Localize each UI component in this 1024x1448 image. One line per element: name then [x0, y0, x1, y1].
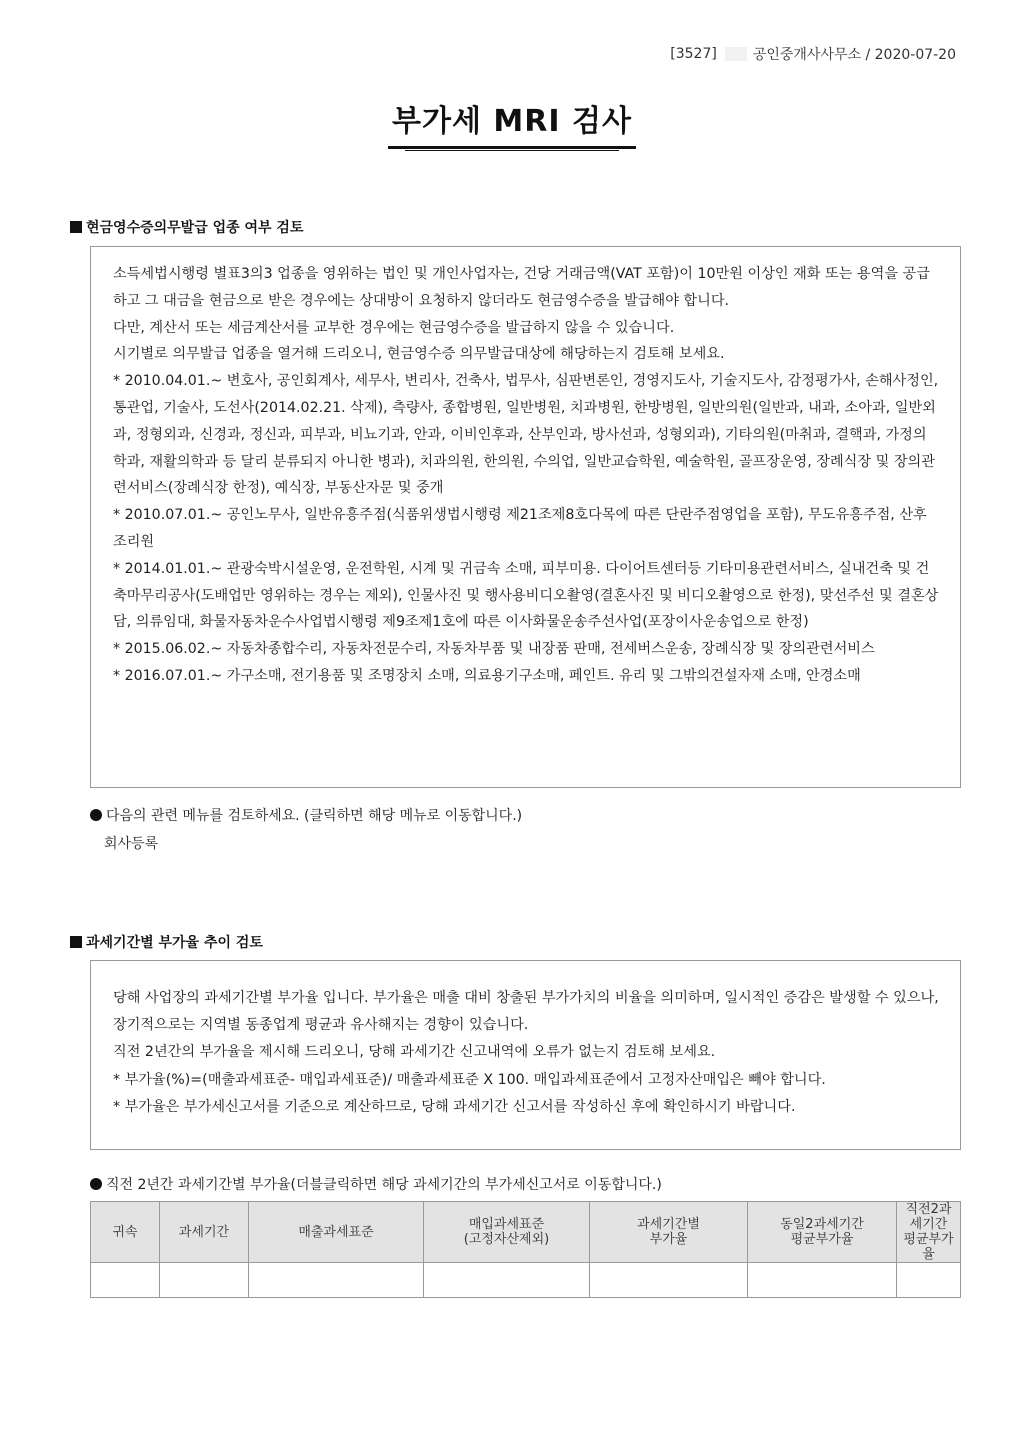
section1-paragraph: * 2015.06.02.~ 자동차종합수리, 자동차전문수리, 자동차부품 및 내장품 판매, 전세버스운송, 장례식장 및 장의관련서비스	[113, 641, 875, 658]
vat-rate-table	[90, 1201, 961, 1298]
table-cell[interactable]	[748, 1263, 897, 1298]
table-row[interactable]	[91, 1263, 961, 1298]
square-bullet-icon	[70, 936, 82, 948]
section2-heading	[70, 932, 263, 952]
table-note-text: 직전 2년간 과세기간별 부가율(더블클릭하면 해당 과세기간의 부가세신고서로 이동합니다.)	[106, 1177, 662, 1193]
col-attribution: 귀속	[91, 1202, 160, 1263]
section2-paragraph: 당해 사업장의 과세기간별 부가율 입니다. 부가율은 매출 대비 창출된 부가가치의 비율을 의미하며, 일시적인 증감은 발생할 수 있으나, 장기적으로는 지역별 동종업계 평균과 유사해지는 경향이 있습니다.	[113, 990, 939, 1034]
table-cell[interactable]	[91, 1263, 160, 1298]
section1-paragraph: 다만, 계산서 또는 세금계산서를 교부한 경우에는 현금영수증을 발급하지 않을 수 있습니다.	[113, 319, 675, 336]
section1-paragraph: * 2010.07.01.~ 공인노무사, 일반유흥주점(식품위생법시행령 제21조제8호다목에 따른 단란주점영업을 포함), 무도유흥주점, 산후조리원	[113, 507, 927, 550]
col-purchase-tax-base: 매입과세표준 (고정자산제외)	[424, 1202, 590, 1263]
section2-box	[90, 960, 961, 1150]
section1-heading-text: 현금영수증의무발급 업종 여부 검토	[86, 220, 304, 236]
table-cell[interactable]	[424, 1263, 590, 1298]
section1-paragraph: * 2010.04.01.~ 변호사, 공인회계사, 세무사, 변리사, 건축사, 법무사, 심판변론인, 경영지도사, 기술지도사, 감정평가사, 손해사정인, 통관업, 기술사, 도선사(2014.02.21. 삭제), 측량사, 종합병원, 일반병원, 치과병원, 한방병원, 일반의원(일반과, 내과, 소아과, 일반외과, 정형외과, 신경과, 정신과, 피부과, 비뇨기과, 안과, 이비인후과, 산부인과, 방사선과, 성형외과), 기타의원(마취과, 결핵과, 가정의학과, 재활의학과 등 달리 분류되지 아니한 병과), 치과의원, 한의원, 수의업, 일반교습학원, 예술학원, 골프장운영, 장례식장 및 장의관련서비스(장례식장 한정), 예식장, 부동산자문 및 중개	[113, 373, 939, 497]
title-underline	[405, 150, 619, 151]
section2-paragraph: * 부가율은 부가세신고서를 기준으로 계산하므로, 당해 과세기간 신고서를 작성하신 후에 확인하시기 바랍니다.	[113, 1098, 796, 1115]
section1-paragraph: * 2016.07.01.~ 가구소매, 전기용품 및 조명장치 소매, 의료용기구소매, 페인트. 유리 및 그밖의건설자재 소매, 안경소매	[113, 667, 861, 684]
page-title: 부가세 MRI 검사	[388, 96, 636, 149]
office-and-date: 공인중개사사무소 / 2020-07-20	[752, 47, 956, 63]
col-period-vat-rate: 과세기간별 부가율	[590, 1202, 748, 1263]
section1-paragraph: * 2014.01.01.~ 관광숙박시설운영, 운전학원, 시계 및 귀금속 소매, 피부미용. 다이어트센터등 기타미용관련서비스, 실내건축 및 건축마무리공사(도배업만 영위하는 경우는 제외), 인물사진 및 행사용비디오촬영(결혼사진 및 비디오촬영으로 한정), 맞선주선 및 결혼상담, 의류임대, 화물자동차운수사업법시행령 제9조제1호에 따른 이사화물운송주선사업(포장이사운송업으로 한정)	[113, 560, 939, 631]
square-bullet-icon	[70, 221, 82, 233]
document-meta	[670, 44, 956, 64]
section2-paragraph: * 부가율(%)=(매출과세표준- 매입과세표준)/ 매출과세표준 X 100. 매입과세표준에서 고정자산매입은 빼야 합니다.	[113, 1071, 826, 1088]
company-registration-link[interactable]: 회사등록	[104, 836, 159, 852]
table-cell[interactable]	[897, 1263, 961, 1298]
section1-paragraph: 시기별로 의무발급 업종을 열거해 드리오니, 현금영수증 의무발급대상에 해당하는지 검토해 보세요.	[113, 346, 725, 363]
menu-note-text: 다음의 관련 메뉴를 검토하세요. (클릭하면 해당 메뉴로 이동합니다.)	[106, 808, 523, 824]
table-header-row	[91, 1202, 961, 1263]
col-same-period-avg: 동일2과세기간 평균부가율	[748, 1202, 897, 1263]
col-previous-period-avg: 직전2과세기간 평균부가율	[897, 1202, 961, 1263]
redacted-company-name	[725, 47, 747, 61]
col-sales-tax-base: 매출과세표준	[249, 1202, 424, 1263]
title-container	[0, 96, 1024, 149]
col-tax-period: 과세기간	[160, 1202, 249, 1263]
section2-heading-text: 과세기간별 부가율 추이 검토	[86, 935, 263, 951]
section1-paragraph: 소득세법시행령 별표3의3 업종을 영위하는 법인 및 개인사업자는, 건당 거래금액(VAT 포함)이 10만원 이상인 재화 또는 용역을 공급하고 그 대금을 현금으로 받은 경우에는 상대방이 요청하지 않더라도 현금영수증을 발급해야 합니다.	[113, 266, 930, 309]
section2-paragraph: 직전 2년간의 부가율을 제시해 드리오니, 당해 과세기간 신고내역에 오류가 없는지 검토해 보세요.	[113, 1044, 716, 1061]
document-id: [3527]	[670, 46, 717, 62]
table-note	[90, 1174, 662, 1194]
section1-box	[90, 246, 961, 788]
table-cell[interactable]	[590, 1263, 748, 1298]
table-cell[interactable]	[160, 1263, 249, 1298]
table-cell[interactable]	[249, 1263, 424, 1298]
circle-bullet-icon	[90, 809, 102, 821]
menu-note	[90, 805, 522, 825]
section1-heading	[70, 217, 303, 237]
circle-bullet-icon	[90, 1178, 102, 1190]
